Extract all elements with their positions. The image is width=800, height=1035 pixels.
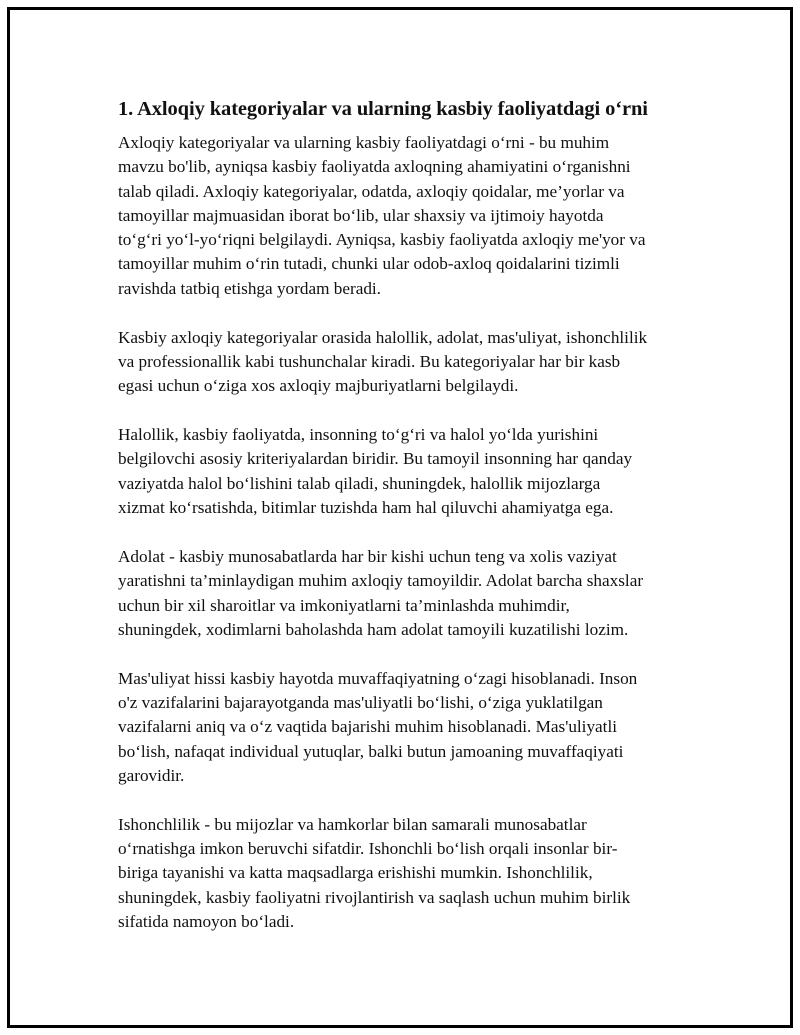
paragraph-responsibility: Mas'uliyat hissi kasbiy hayotda muvaffaqiyatning o‘zagi hisoblanadi. Inson o'z vazifalarini bajarayotganda mas'uliyatli bo‘lishi, o‘ziga yuklatilgan vazifalarni aniq va o‘z vaqtida bajarishi muhim hisoblanadi. Mas'uliyatli bo‘lish, nafaqat individual yutuqlar, balki butun jamoaning muvaffaqiyati garovidir.	[118, 668, 638, 785]
document-body	[118, 96, 674, 959]
paragraph-justice: Adolat - kasbiy munosabatlarda har bir kishi uchun teng va xolis vaziyat yaratishni ta’minlaydigan muhim axloqiy tamoyildir. Adolat barcha shaxslar uchun bir xil sharoitlar va imkoniyatlarni ta’minlashda muhimdir, shuningdek, xodimlarni baholashda ham adolat tamoyili kuzatilishi lozim.	[118, 546, 644, 639]
section-heading: 1. Axloqiy kategoriyalar va ularning kasbiy faoliyatdagi o‘rni	[118, 98, 648, 120]
paragraph-reliability: Ishonchlilik - bu mijozlar va hamkorlar bilan samarali munosabatlar o‘rnatishga imkon beruvchi sifatdir. Ishonchli bo‘lish orqali insonlar bir- biriga tayanishi va katta maqsadlarga erishishi mumkin. Ishonchlilik, shuningdek, kasbiy faoliyatni rivojlantirish va saqlash uchun muhim birlik sifatida namoyon bo‘ladi.	[118, 814, 631, 931]
paragraph-intro: Axloqiy kategoriyalar va ularning kasbiy faoliyatdagi o‘rni - bu muhim mavzu bo'lib, ayniqsa kasbiy faoliyatda axloqning ahamiyatini o‘rganishni talab qiladi. Axloqiy kategoriyalar, odatda, axloqiy qoidalar, me’yorlar va tamoyillar majmuasidan iborat bo‘lib, ular shaxsiy va ijtimoiy hayotda to‘g‘ri yo‘l-yo‘riqni belgilaydi. Ayniqsa, kasbiy faoliyatda axloqiy me'yor va tamoyillar muhim o‘rin tutadi, chunki ular odob-axloq qoidalarini tizimli ravishda tatbiq etishga yordam beradi.	[118, 133, 646, 298]
paragraph-honesty: Halollik, kasbiy faoliyatda, insonning to‘g‘ri va halol yo‘lda yurishini belgilovchi asosiy kriteriyalardan biridir. Bu tamoyil insonning har qanday vaziyatda halol bo‘lishini talab qiladi, shuningdek, halollik mijozlarga xizmat ko‘rsatishda, bitimlar tuzishda ham hal qiluvchi ahamiyatga ega.	[118, 425, 633, 518]
paragraph-categories: Kasbiy axloqiy kategoriyalar orasida halollik, adolat, mas'uliyat, ishonchlilik va professionallik kabi tushunchalar kiradi. Bu kategoriyalar har bir kasb egasi uchun o‘ziga xos axloqiy majburiyatlarni belgilaydi.	[118, 327, 648, 396]
